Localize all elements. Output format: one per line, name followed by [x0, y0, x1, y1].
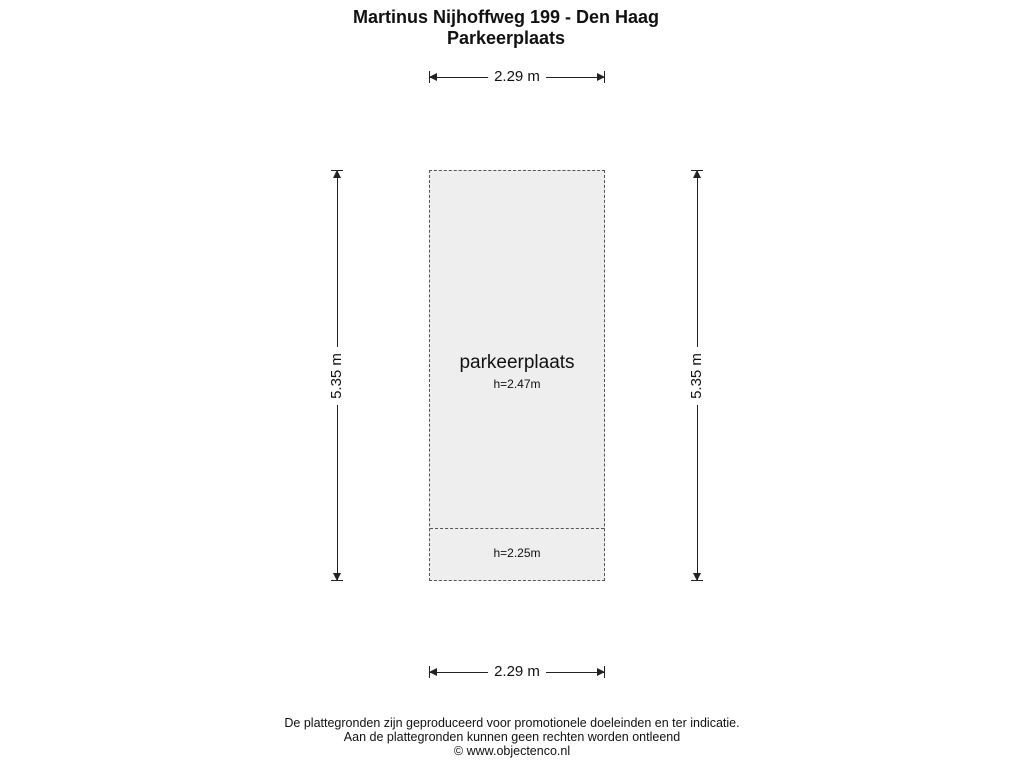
parking-space-room: [429, 170, 605, 581]
dimension-label: 2.29 m: [488, 664, 546, 680]
arrow-up-icon: [333, 170, 341, 178]
arrow-right-icon: [597, 668, 605, 676]
room-name-label: parkeerplaats: [459, 352, 575, 373]
floorplan-title-address: Martinus Nijhoffweg 199 - Den Haag: [352, 7, 660, 27]
dimension-label: 2.29 m: [488, 69, 546, 85]
arrow-left-icon: [429, 668, 437, 676]
room-low-height-label: h=2.25m: [493, 546, 541, 560]
dimension-top-width: [429, 69, 605, 85]
floorplan-title-floor: Parkeerplaats: [446, 28, 566, 48]
copyright-link[interactable]: © www.objectenco.nl: [453, 744, 571, 758]
disclaimer-line-1: De plattegronden zijn geproduceerd voor promotionele doeleinden en ter indicatie.: [284, 716, 740, 730]
dimension-bottom-width: [429, 664, 605, 680]
room-height-label: h=2.47m: [493, 377, 541, 391]
dimension-label: 5.35 m: [689, 347, 705, 405]
arrow-down-icon: [693, 573, 701, 581]
ceiling-height-divider: [430, 528, 604, 529]
disclaimer-line-2: Aan de plattegronden kunnen geen rechten worden ontleend: [343, 730, 681, 744]
arrow-down-icon: [333, 573, 341, 581]
arrow-left-icon: [429, 73, 437, 81]
dimension-right-height: [689, 170, 705, 581]
arrow-right-icon: [597, 73, 605, 81]
arrow-up-icon: [693, 170, 701, 178]
dimension-left-height: [329, 170, 345, 581]
dimension-label: 5.35 m: [329, 347, 345, 405]
